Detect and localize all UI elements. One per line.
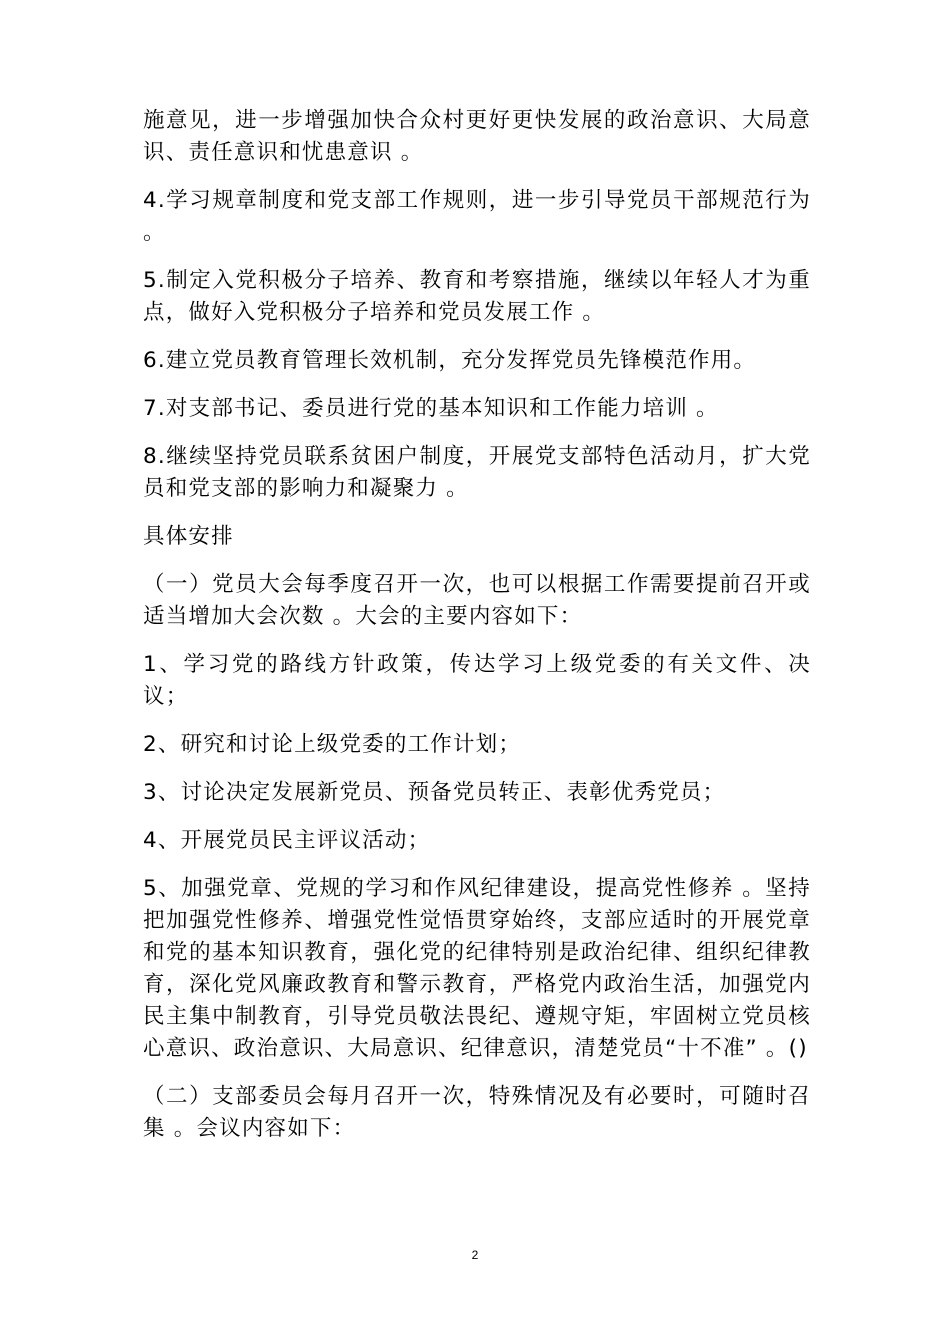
paragraph-sub-5: 5、加强党章、党规的学习和作风纪律建设，提高党性修养 。坚持把加强党性修养、增强党性觉悟贯穿始终，支部应适时的开展党章和党的基本知识教育，强化党的纪律特别是政治纪律、组织纪律教育，深化党风廉政教育和警示教育，严格党内政治生活，加强党内民主集中制教育，引导党员敬法畏纪、遵规守矩，牢固树立党员核心意识、政治意识、大局意识、纪律意识，清楚党员“十不准” 。() <box>143 876 811 1061</box>
paragraph-sub-4: 4、开展党员民主评议活动； <box>143 828 431 853</box>
paragraph-item-5: 5.制定入党积极分子培养、教育和考察措施，继续以年轻人才为重点，做好入党积极分子培养和党员发展工作 。 <box>143 268 811 325</box>
paragraph-item-6: 6.建立党员教育管理长效机制，充分发挥党员先锋模范作用。 <box>143 348 757 373</box>
paragraph-intro-continued: 施意见，进一步增强加快合众村更好更快发展的政治意识、大局意识、责任意识和忧患意识 。 <box>143 108 811 165</box>
paragraph-item-4: 4.学习规章制度和党支部工作规则，进一步引导党员干部规范行为 。 <box>143 188 811 245</box>
paragraph-sub-3: 3、讨论决定发展新党员、预备党员转正、表彰优秀党员； <box>143 780 726 805</box>
paragraph-item-8: 8.继续坚持党员联系贫困户制度，开展党支部特色活动月，扩大党员和党支部的影响力和凝聚力 。 <box>143 444 811 501</box>
paragraph-sub-2: 2、研究和讨论上级党委的工作计划； <box>143 732 522 757</box>
paragraph-section-1: （一）党员大会每季度召开一次，也可以根据工作需要提前召开或适当增加大会次数 。大会的主要内容如下： <box>143 572 811 629</box>
section-heading: 具体安排 <box>143 524 234 549</box>
paragraph-item-7: 7.对支部书记、委员进行党的基本知识和工作能力培训 。 <box>143 396 719 421</box>
paragraph-sub-1: 1、学习党的路线方针政策，传达学习上级党委的有关文件、决议； <box>143 652 811 709</box>
paragraph-section-2: （二）支部委员会每月召开一次，特殊情况及有必要时，可随时召集 。会议内容如下： <box>143 1084 811 1141</box>
document-body <box>143 105 811 1161</box>
page-number: 2 <box>471 1248 479 1262</box>
